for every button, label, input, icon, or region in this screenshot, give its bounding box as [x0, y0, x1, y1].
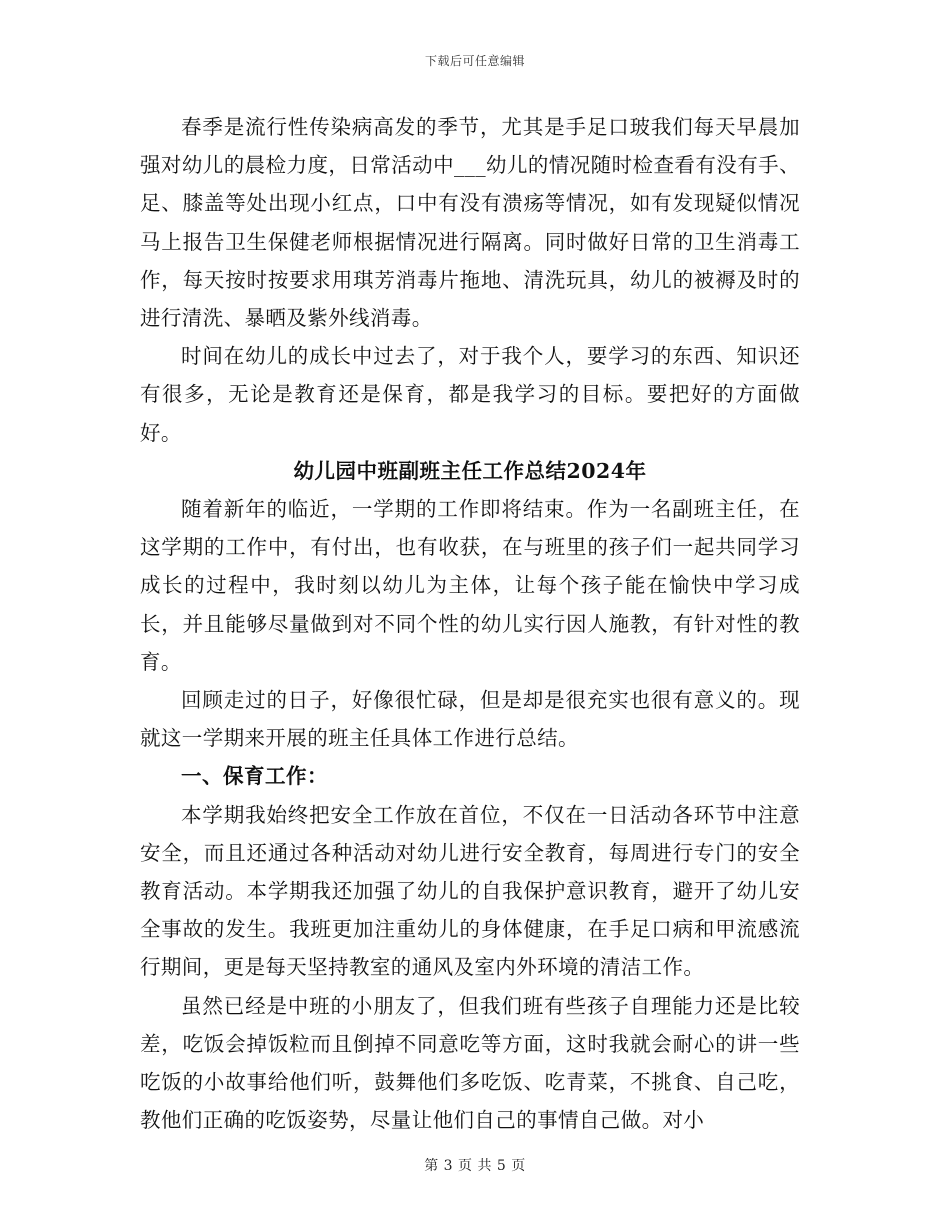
paragraph-self-care: 虽然已经是中班的小朋友了，但我们班有些孩子自理能力还是比较差，吃饭会掉饭粒而且倒掉不同意吃等方面，这时我就会耐心的讲一些吃饭的小故事给他们听，鼓舞他们多吃饭、吃青菜，不挑食、自己吃，教他们正确的吃饭姿势，尽量让他们自己的事情自己做。对小 [140, 993, 800, 1133]
document-title: 幼儿园中班副班主任工作总结2024年 [293, 458, 647, 483]
document-body [140, 108, 800, 1139]
paragraph-spring-disease: 春季是流行性传染病高发的季节，尤其是手足口玻我们每天早晨加强对幼儿的晨检力度，日常活动中___幼儿的情况随时检查看有没有手、足、膝盖等处出现小红点，口中有没有溃疡等情况，如有发现疑似情况马上报告卫生保健老师根据情况进行隔离。同时做好日常的卫生消毒工作，每天按时按要求用琪芳消毒片拖地、清洗玩具，幼儿的被褥及时的进行清洗、暴晒及紫外线消毒。 [140, 115, 800, 331]
page-header: 下载后可任意编辑 [424, 54, 525, 68]
paragraph-review: 回顾走过的日子，好像很忙碌，但是却是很充实也很有意义的。现就这一学期来开展的班主任具体工作进行总结。 [140, 688, 800, 751]
paragraph-learning-goal: 时间在幼儿的成长中过去了，对于我个人，要学习的东西、知识还有很多，无论是教育还是保育，都是我学习的目标。要把好的方面做好。 [140, 344, 800, 445]
page-number-footer: 第 3 页 共 5 页 [424, 1158, 526, 1174]
section-heading-care-work: 一、保育工作： [181, 764, 328, 789]
paragraph-intro: 随着新年的临近，一学期的工作即将结束。作为一名副班主任，在这学期的工作中，有付出，也有收获，在与班里的孩子们一起共同学习成长的过程中，我时刻以幼儿为主体，让每个孩子能在愉快中学习成长，并且能够尽量做到对不同个性的幼儿实行因人施教，有针对性的教育。 [140, 497, 800, 674]
paragraph-safety: 本学期我始终把安全工作放在首位，不仅在一日活动各环节中注意安全，而且还通过各种活动对幼儿进行安全教育，每周进行专门的安全教育活动。本学期我还加强了幼儿的自我保护意识教育，避开了幼儿安全事故的发生。我班更加注重幼儿的身体健康，在手足口病和甲流感流行期间，更是每天坚持教室的通风及室内外环境的清洁工作。 [140, 802, 800, 980]
